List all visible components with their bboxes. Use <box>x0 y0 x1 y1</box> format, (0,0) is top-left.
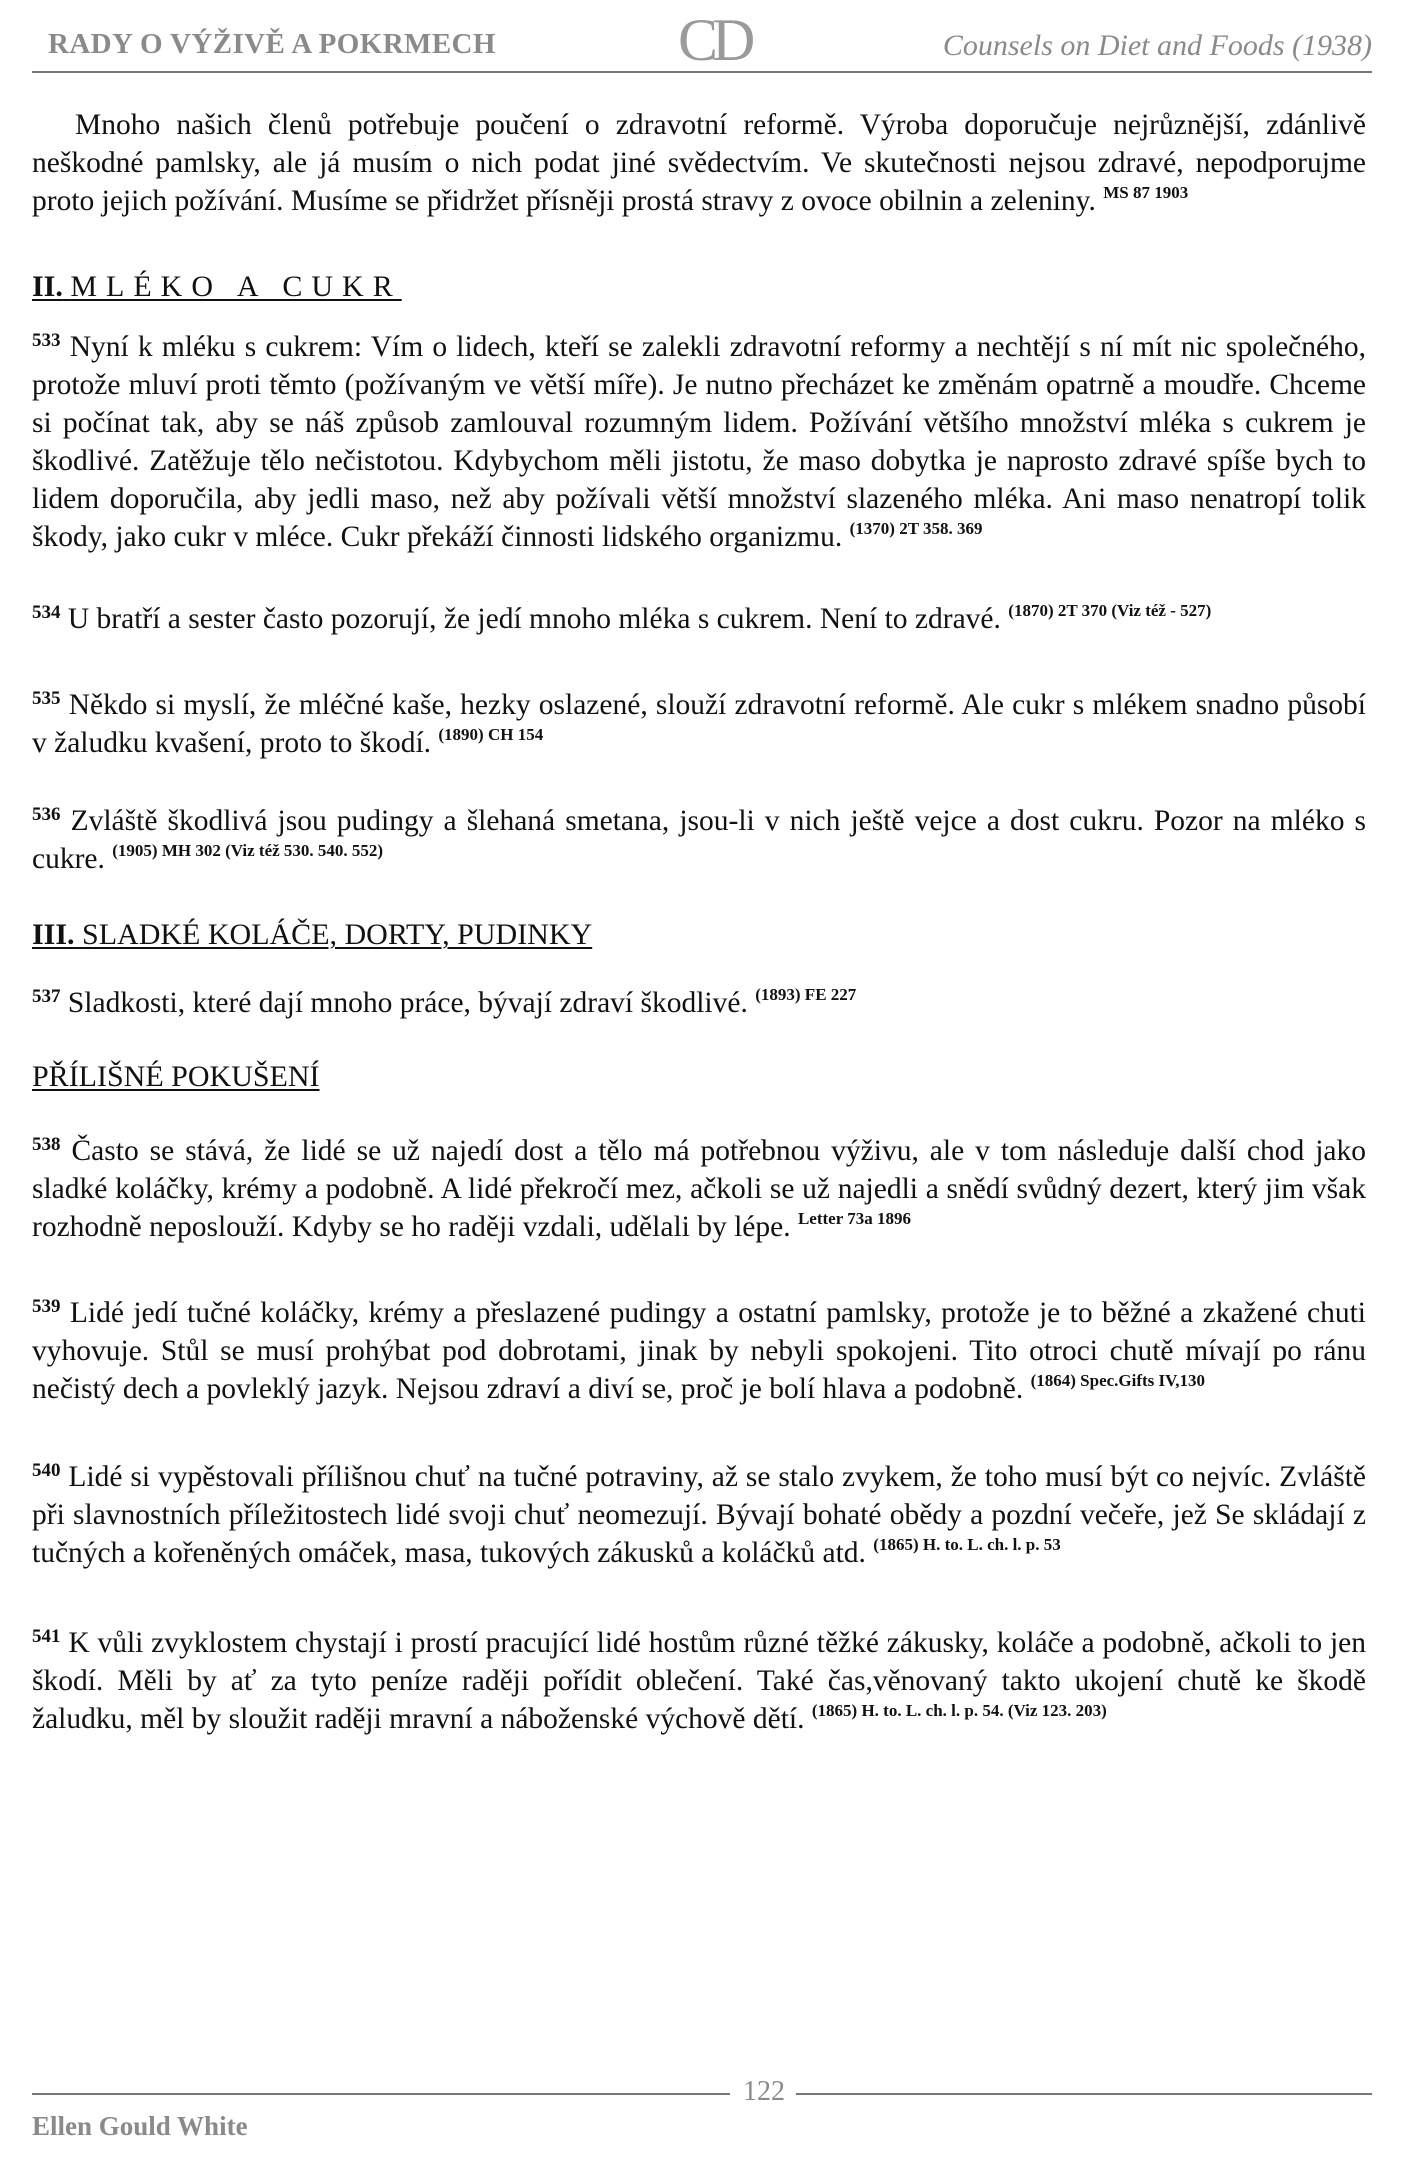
paragraph-540: $^{540}$ Lidé si vypěstovali přílišnou chuť na tučné potraviny, až se stalo zvykem, že toho musí být co nejvíc. Zvláště při slavnostních příležitostech lidé svoji chuť neomezují. Bývají bohaté obědy a pozdní večeře, jež Se skládají z tučných a kořeněných omáček, masa, tukových zákusků a koláčků atd. $^{(1865) H. to. L. ch. l. p. 53}$ <box>32 1460 1367 1569</box>
cd-logo: CD <box>678 7 750 73</box>
footer-rule-left <box>32 2093 730 2095</box>
intro-paragraph: Mnoho našich členů potřebuje poučení o zdravotní reformě. Výroba doporučuje nejrůznější, zdánlivě neškodné pamlsky, ale já musím o nich podat jiné svědectvím. Ve skutečnosti nejsou zdravé, nepodporujme proto jejich požívání. Musíme se přidržet přísněji prostá stravy z ovoce obilnin a zeleniny. $^{MS 87 1903}$ <box>32 109 1366 217</box>
paragraph-541: $^{541}$ K vůli zvyklostem chystají i prostí pracující lidé hostům různé těžké zákusky, koláče a podobně, ačkoli to jen škodí. Měli by ať za tyto peníze raději pořídit oblečení. Také čas,věnovaný takto ukojení chutě ke škodě žaludku, měl by sloužit raději mravní a náboženské výchově dětí. $^{(1865) H. to. L. ch. l. p. 54. (Viz 123. 203)}$ <box>32 1626 1366 1735</box>
reference: (1864) Spec.Gifts IV,130 <box>1030 1371 1206 1390</box>
paragraph-537: $^{537}$ Sladkosti, které dají mnoho práce, bývají zdraví škodlivé. $^{(1893) FE 227}$ <box>32 985 857 1019</box>
reference: (1865) H. to. L. ch. l. p. 53 <box>873 1535 1061 1554</box>
reference: (1890) CH 154 <box>438 725 544 744</box>
paragraph-number: 537 <box>32 986 61 1007</box>
paragraph-number: 534 <box>32 602 61 623</box>
paragraph-number: 536 <box>32 804 61 825</box>
paragraph-number: 541 <box>32 1626 61 1647</box>
subsection-heading: PŘÍLIŠNÉ POKUŠENÍ <box>32 1060 320 1093</box>
reference: (1370) 2T 358. 369 <box>849 519 983 538</box>
english-title: Counsels on Diet and Foods (1938) <box>942 29 1372 62</box>
section-heading-sweets: III. SLADKÉ KOLÁČE, DORTY, PUDINKY <box>32 918 593 951</box>
paragraph-number: 535 <box>32 688 61 709</box>
paragraph-number: 540 <box>32 1460 61 1481</box>
paragraph-number: 533 <box>32 330 61 351</box>
reference: MS 87 1903 <box>1103 183 1189 202</box>
header-rule <box>32 71 1372 73</box>
page-header <box>32 7 1372 73</box>
paragraph-535: $^{535}$ Někdo si myslí, že mléčné kaše, hezky oslazené, slouží zdravotní reformě. Ale cukr s mlékem snadno působí v žaludku kvašení, proto to škodí. $^{(1890) CH 154}$ <box>32 688 1366 759</box>
paragraph-538: $^{538}$ Často se stává, že lidé se už najedí dost a tělo má potřebnou výživu, ale v tom následuje další chod jako sladké koláčky, krémy a podobně. A lidé překročí mez, ačkoli se už najedli a snědí svůdný dezert, který jim však rozhodně neposlouží. Kdyby se ho raději vzdali, udělali by lépe. $^{Letter 73a 1896}$ <box>32 1134 1367 1243</box>
paragraph-534: $^{534}$ U bratří a sester často pozorují, že jedí mnoho mléka s cukrem. Není to zdravé. $^{(1870) 2T 370 (Viz též - 527)}$ <box>32 601 1212 635</box>
paragraph-539: $^{539}$ Lidé jedí tučné koláčky, krémy a přeslazené pudingy a ostatní pamlsky, protože je to běžné a zkažené chuti vyhovuje. Stůl se musí prohýbat pod dobrotami, jinak by nebyli spokojeni. Tito otroci chutě mívají po ránu nečistý dech a povleklý jazyk. Nejsou zdraví a diví se, proč je bolí hlava a podobně. $^{(1864) Spec.Gifts IV,130}$ <box>32 1296 1367 1405</box>
paragraph-536: $^{536}$ Zvláště škodlivá jsou pudingy a šlehaná smetana, jsou-li v nich ještě vejce a dost cukru. Pozor na mléko s cukre. $^{(1905) MH 302 (Viz též 530. 540. 552)}$ <box>32 804 1366 875</box>
author-name: Ellen Gould White <box>32 2111 248 2141</box>
reference: Letter 73a 1896 <box>797 1209 911 1228</box>
reference: (1865) H. to. L. ch. l. p. 54. (Viz 123. 203) <box>811 1701 1107 1720</box>
page-body <box>32 106 1366 1738</box>
book-title: RADY O VÝŽIVĚ A POKRMECH <box>48 28 496 60</box>
reference: (1893) FE 227 <box>755 985 857 1004</box>
page-number: 122 <box>743 2076 785 2107</box>
paragraph-533: $^{533}$ Nyní k mléku s cukrem: Vím o lidech, kteří se zalekli zdravotní reformy a nechtějí s ní mít nic společného, protože mluví proti těmto (požívaným ve větší míře). Je nutno přecházet ke změnám opatrně a moudře. Chceme si počínat tak, aby se náš způsob zamlouval rozumným lidem. Požívání většího množství mléka s cukrem je škodlivé. Zatěžuje tělo nečistotou. Kdybychom měli jistotu, že maso dobytka je naprosto zdravé spíše bych to lidem doporučila, aby jedli maso, než aby požívali větší množství slazeného mléka. Ani maso nenatropí tolik škody, jako cukr v mléce. Cukr překáží činnosti lidského organizmu. $^{(1370) 2T 358. 369}$ <box>32 330 1366 553</box>
reference: (1870) 2T 370 (Viz též - 527) <box>1008 601 1212 620</box>
footer-rule-right <box>796 2093 1372 2095</box>
paragraph-number: 539 <box>32 1296 61 1317</box>
reference: (1905) MH 302 (Viz též 530. 540. 552) <box>112 841 384 860</box>
paragraph-number: 538 <box>32 1134 61 1155</box>
section-heading-milk-sugar: II. MLÉKO A CUKR <box>32 270 402 303</box>
